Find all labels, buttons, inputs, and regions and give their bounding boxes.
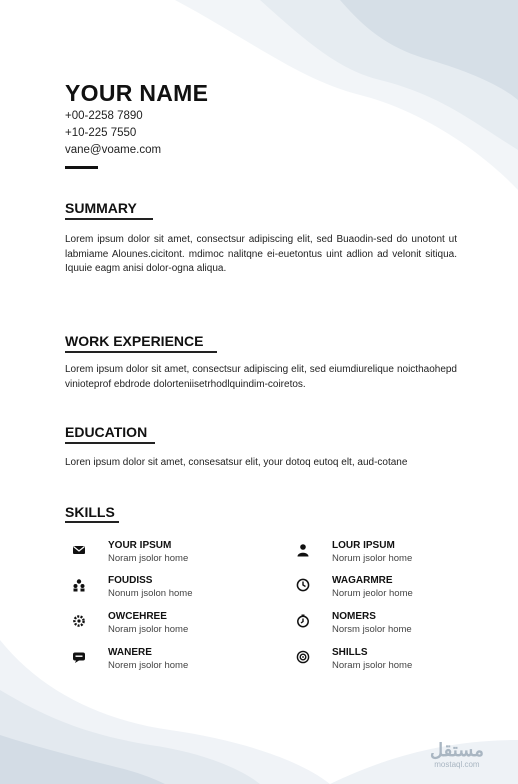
phone-primary: +00-2258 7890	[65, 110, 143, 122]
work-text: Lorem ipsum dolor sit amet, consectsur adipiscing elit, sed eiumdiurelique noicthaohepd vinioteprof ebdrode dolorteniisetrhodlquindim-coiretos.	[65, 364, 457, 390]
skill-subtitle: Norem jsolor home	[108, 660, 189, 671]
skill-title: OWCEHREE	[108, 611, 167, 622]
skill-subtitle: Norum jsolor home	[332, 553, 413, 564]
work-rule	[65, 351, 217, 353]
education-heading: EDUCATION	[65, 424, 148, 440]
skill-title: FOUDISS	[108, 575, 153, 586]
phone-secondary: +10-225 7550	[65, 127, 137, 139]
skill-item	[294, 610, 412, 636]
chat-icon	[70, 648, 88, 666]
skill-subtitle: Noram jsolor home	[108, 553, 189, 564]
education-rule	[65, 442, 155, 444]
work-heading: WORK EXPERIENCE	[65, 333, 204, 349]
timer-icon	[294, 612, 312, 630]
skill-item	[294, 539, 412, 565]
skill-title: WANERE	[108, 647, 152, 658]
envelope-icon	[70, 541, 88, 559]
resume-name: YOUR NAME	[65, 80, 209, 106]
watermark-arabic: مستقل	[430, 740, 484, 760]
summary-rule	[65, 218, 153, 220]
watermark-latin: mostaql.com	[434, 760, 480, 769]
skill-item	[294, 646, 412, 672]
skills-heading: SKILLS	[65, 504, 115, 520]
skill-item	[70, 646, 188, 672]
skill-title: SHILLS	[332, 647, 368, 658]
skill-title: NOMERS	[332, 611, 376, 622]
education-text: Loren ipsum dolor sit amet, consesatsur elit, your dotoq eutoq elt, aud-cotane	[65, 457, 408, 468]
target-icon	[294, 648, 312, 666]
skills-rule	[65, 521, 119, 523]
skill-item	[294, 574, 413, 600]
users-icon	[70, 576, 88, 594]
skill-subtitle: Noram jsolor home	[332, 660, 413, 671]
skill-item	[70, 610, 188, 636]
clock-icon	[294, 576, 312, 594]
skill-subtitle: Norsm jsolor home	[332, 624, 412, 635]
summary-heading: SUMMARY	[65, 200, 137, 216]
skill-title: LOUR IPSUM	[332, 540, 395, 551]
summary-text: Lorem ipsum dolor sit amet, consectsur adipiscing elit, sed Buaodin-sed do unotont ut labmiame Alounes.cicitont. mdimoc nalitqne ei-euetontus uint adlion ad velonit sitiqua. Iquuie eagm anisi dolor-ogna aliqua.	[65, 234, 457, 274]
email-address: vane@voame.com	[65, 144, 162, 156]
skill-item	[70, 539, 188, 565]
name-underline	[65, 166, 98, 169]
skill-subtitle: Norum jeolor home	[332, 588, 413, 599]
mostaql-watermark	[430, 740, 484, 770]
skill-title: WAGARMRE	[332, 575, 393, 586]
person-icon	[294, 541, 312, 559]
skill-item	[70, 574, 193, 600]
gear-icon	[70, 612, 88, 630]
skill-subtitle: Noram jsolor home	[108, 624, 189, 635]
skill-subtitle: Nonum jsolon home	[108, 588, 193, 599]
skill-title: YOUR IPSUM	[108, 540, 172, 551]
